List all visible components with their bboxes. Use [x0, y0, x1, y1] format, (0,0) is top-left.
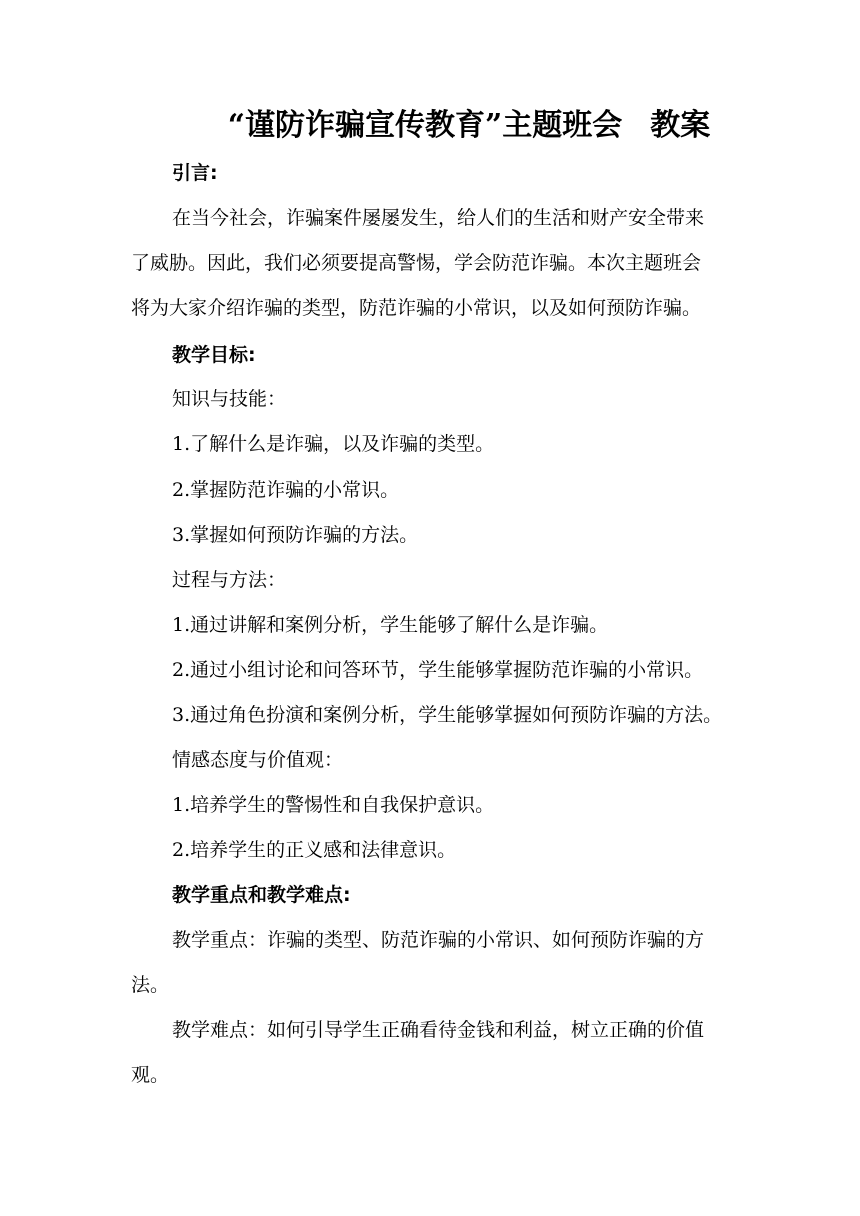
knowledge-item-3: 3.掌握如何预防诈骗的方法。 [172, 524, 419, 546]
difficulty-line-2: 观。 [131, 1064, 170, 1086]
process-item-1: 1.通过讲解和案例分析，学生能够了解什么是诈骗。 [172, 614, 609, 636]
intro-line-3: 将为大家介绍诈骗的类型，防范诈骗的小常识，以及如何预防诈骗。 [131, 297, 702, 319]
emotion-item-1: 1.培养学生的警惕性和自我保护意识。 [172, 794, 495, 816]
process-item-3: 3.通过角色扮演和案例分析，学生能够掌握如何预防诈骗的方法。 [172, 704, 723, 726]
intro-line-1: 在当今社会，诈骗案件屡屡发生，给人们的生活和财产安全带来 [172, 207, 705, 229]
title-main: “谨防诈骗宣传教育”主题班会 [227, 108, 623, 143]
intro-heading: 引言: [172, 162, 218, 184]
difficulty-line-1: 教学难点：如何引导学生正确看待金钱和利益，树立正确的价值 [172, 1019, 705, 1041]
page-title [0, 106, 860, 146]
keypoints-heading: 教学重点和教学难点: [172, 884, 351, 906]
process-label: 过程与方法： [172, 569, 287, 591]
objectives-heading: 教学目标: [172, 344, 256, 366]
title-suffix: 教案 [650, 108, 711, 143]
intro-line-2: 了威胁。因此，我们必须要提高警惕，学会防范诈骗。本次主题班会 [131, 252, 702, 274]
focus-line-1: 教学重点：诈骗的类型、防范诈骗的小常识、如何预防诈骗的方 [172, 929, 705, 951]
knowledge-item-2: 2.掌握防范诈骗的小常识。 [172, 479, 400, 501]
focus-line-2: 法。 [131, 974, 170, 996]
process-item-2: 2.通过小组讨论和问答环节，学生能够掌握防范诈骗的小常识。 [172, 659, 704, 681]
knowledge-item-1: 1.了解什么是诈骗，以及诈骗的类型。 [172, 433, 495, 455]
knowledge-label: 知识与技能： [172, 388, 287, 410]
emotion-item-2: 2.培养学生的正义感和法律意识。 [172, 839, 457, 861]
emotion-label: 情感态度与价值观： [172, 749, 344, 771]
